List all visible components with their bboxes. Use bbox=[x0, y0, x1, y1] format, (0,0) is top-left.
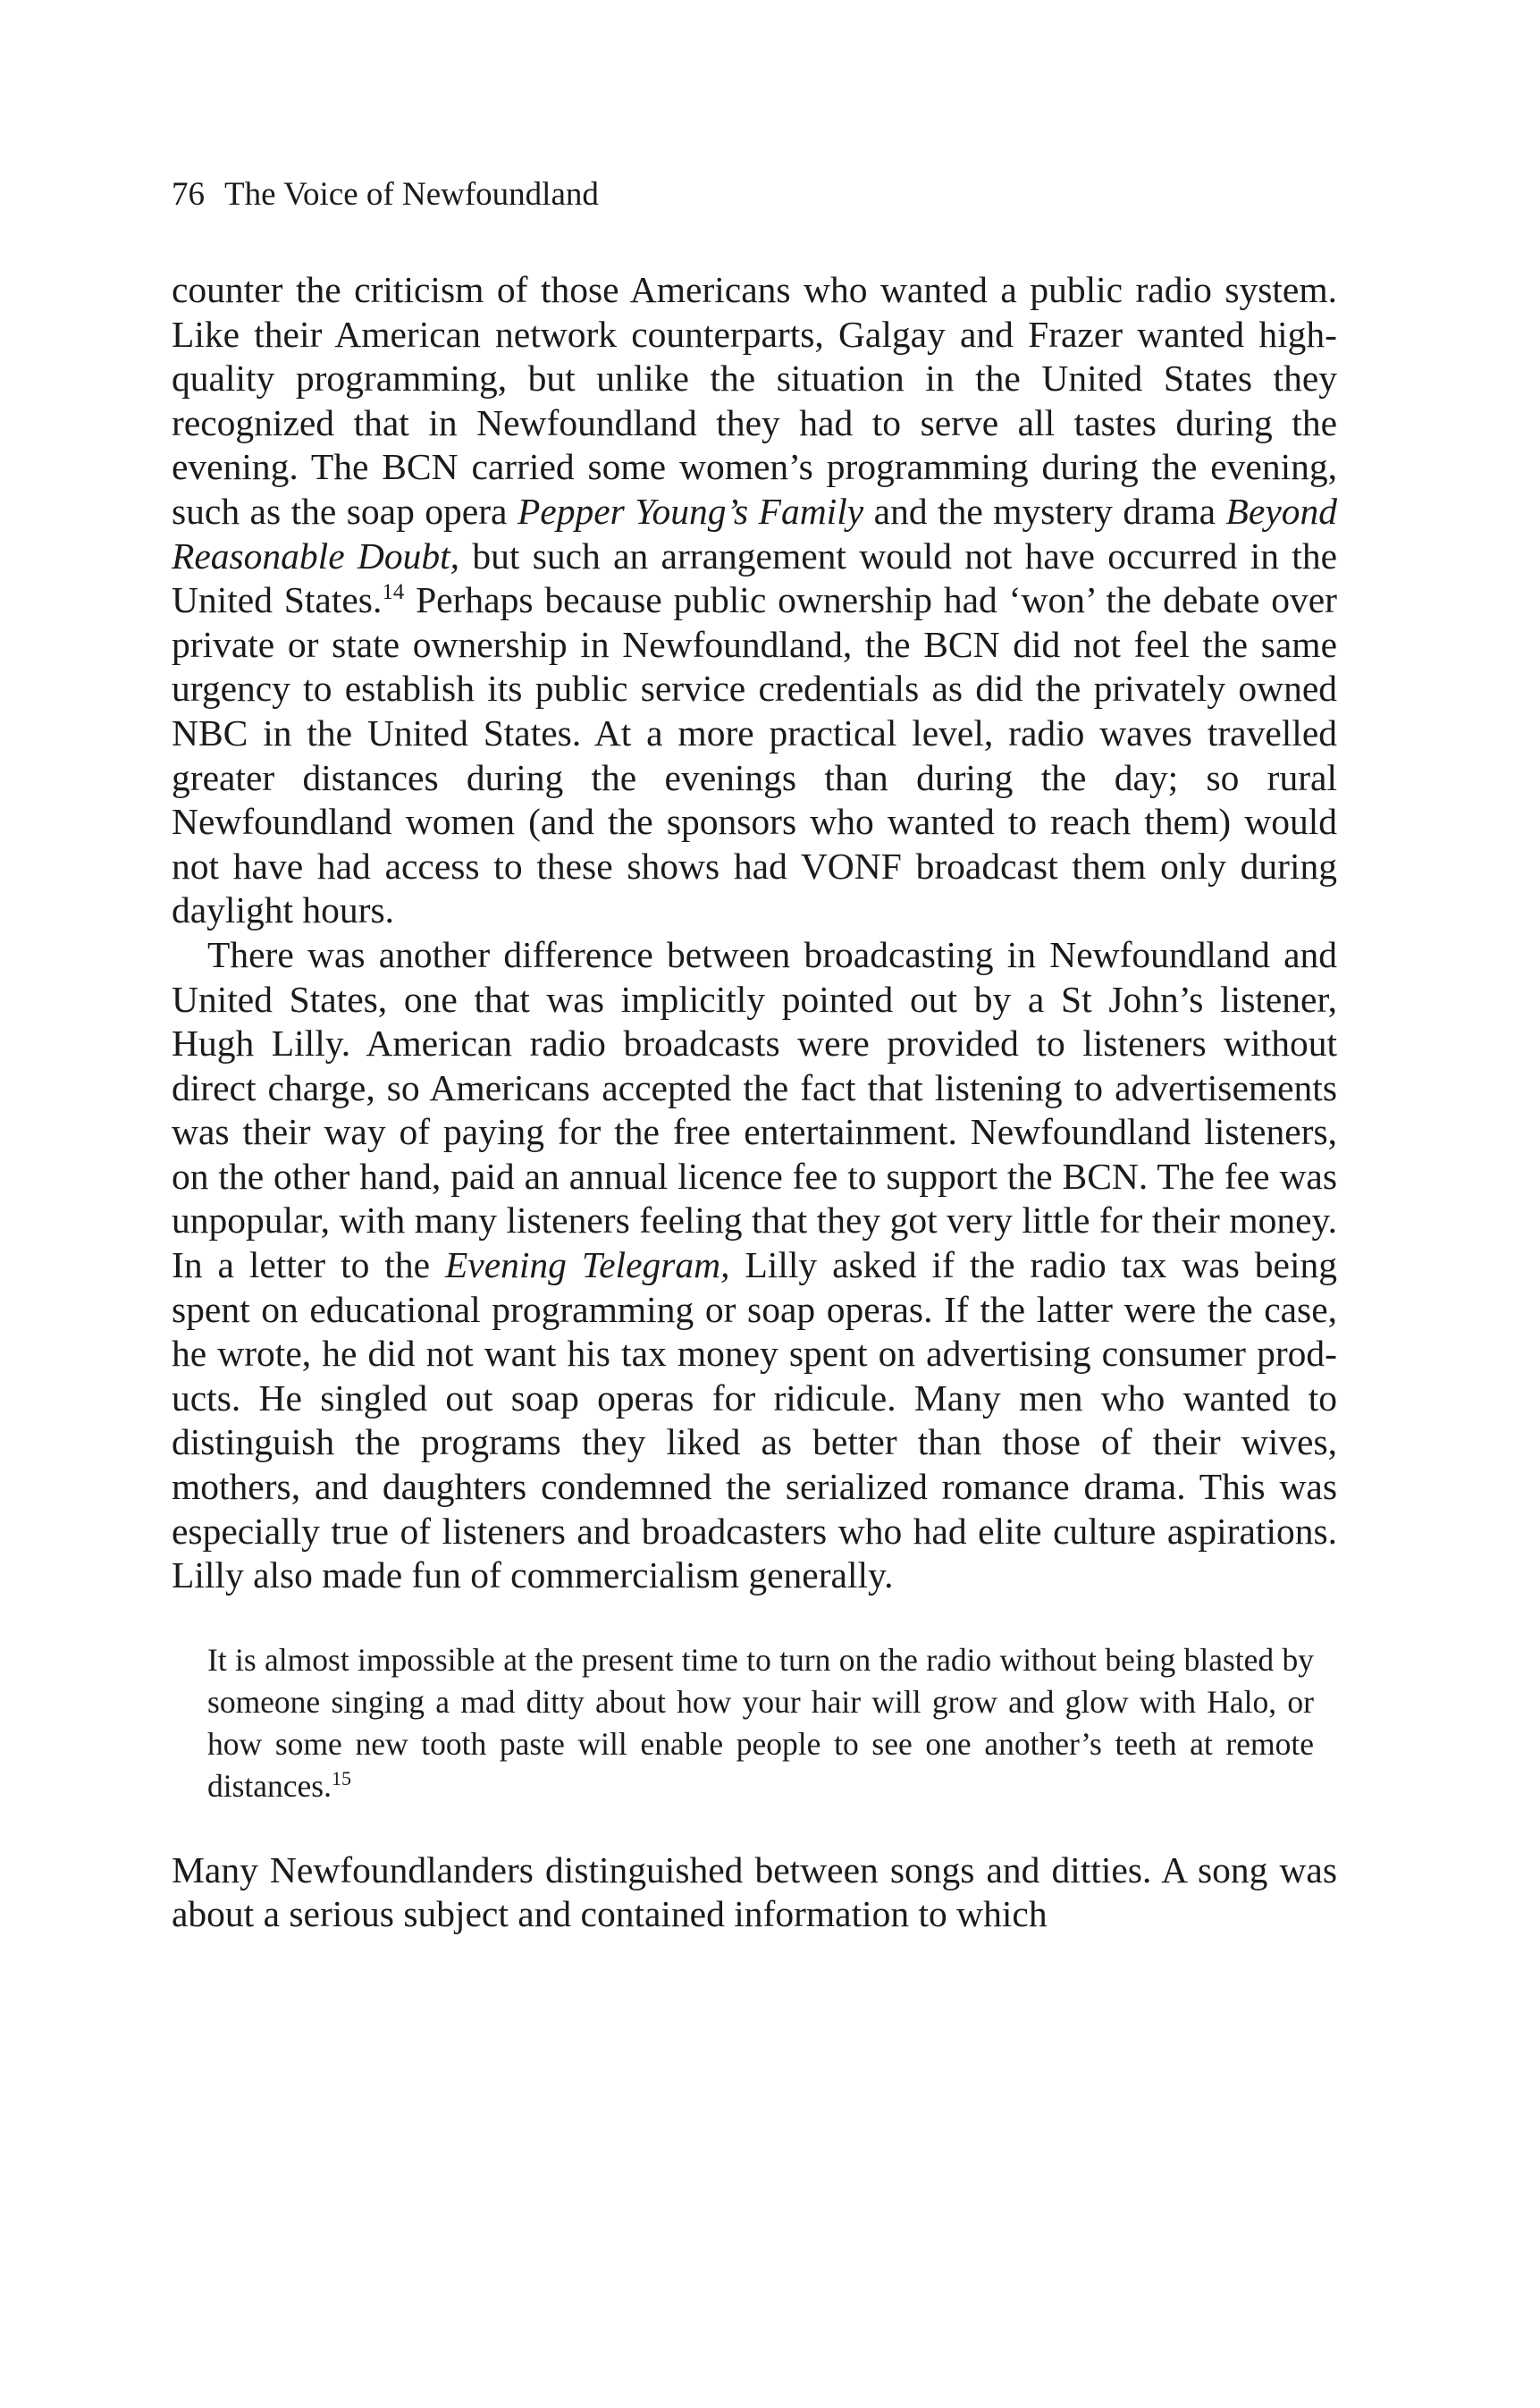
footnote-ref: 15 bbox=[332, 1766, 352, 1789]
text-run: counter the criticism of those Americans who wanted a public radio system. Like their American network counterparts, Galgay and Frazer wanted high-quality programming, but unlike the situation in the United States they recognized that in Newfoundland they had to serve all tastes during the evening. The BCN carried some women’s programming during the evening, such as the soap opera bbox=[172, 269, 1337, 532]
footnote-ref: 14 bbox=[382, 580, 405, 605]
paragraph bbox=[172, 268, 1337, 933]
text-run: and the mystery drama bbox=[863, 490, 1226, 532]
page-number: 76 bbox=[172, 176, 205, 213]
book-title: The Voice of Newfoundland bbox=[224, 176, 599, 213]
text-run: It is almost impossible at the present time to turn on the radio without being blasted by someone singing a mad ditty about how your hair will grow and glow with Halo, or how some new tooth paste will enable people to see one another’s teeth at remote distances. bbox=[207, 1641, 1314, 1804]
block-quote bbox=[207, 1639, 1314, 1807]
paragraph bbox=[172, 933, 1337, 1598]
text-run: Many Newfoundlanders distinguished between songs and ditties. A song was about a serious subject and contained information to which bbox=[172, 1848, 1337, 1935]
running-head bbox=[172, 175, 599, 215]
text-run: Perhaps because public ownership had ‘won’ the debate over private or state ownership in Newfoundland, the BCN did not feel the same urgency to establish its public service credentials as did the privately owned NBC in the United States. At a more practical level, radio waves travelled greater distances during the evenings than during the day; so rural Newfoundland women (and the sponsors who wanted to reach them) would not have had access to these shows had VONF broadcast them only during daylight hours. bbox=[172, 579, 1337, 931]
body-text bbox=[172, 268, 1337, 1937]
italic-title: Pepper Young’s Family bbox=[517, 490, 864, 532]
paragraph bbox=[172, 1848, 1337, 1937]
italic-title: Beyond Reasonable Doubt, bbox=[172, 490, 1337, 577]
text-run: Lilly asked if the radio tax was being spent on educational programming or soap operas. If the latter were the case, he wrote, he did not want his tax money spent on advertising consumer products. He singled out soap operas for ridicule. Many men who wanted to distinguish the programs they liked as better than those of their wives, mothers, and daughters condemned the serialized romance drama. This was especially true of listeners and broadcasters who had elite culture aspirations. Lilly also made fun of commercialism generally. bbox=[172, 1244, 1338, 1596]
text-run: There was another difference between broadcasting in Newfoundland and United States, one that was implicitly pointed out by a St John’s listener, Hugh Lilly. American radio broadcasts were provided to listeners without direct charge, so Americans accepted the fact that listening to advertisements was their way of paying for the free entertainment. Newfoundland listeners, on the other hand, paid an annual licence fee to support the BCN. The fee was unpopular, with many listeners feeling that they got very little for their money. In a letter to the bbox=[172, 933, 1337, 1286]
text-run: but such an arrangement would not have occurred in the United States. bbox=[172, 535, 1337, 621]
italic-title: Evening Telegram, bbox=[444, 1244, 730, 1286]
